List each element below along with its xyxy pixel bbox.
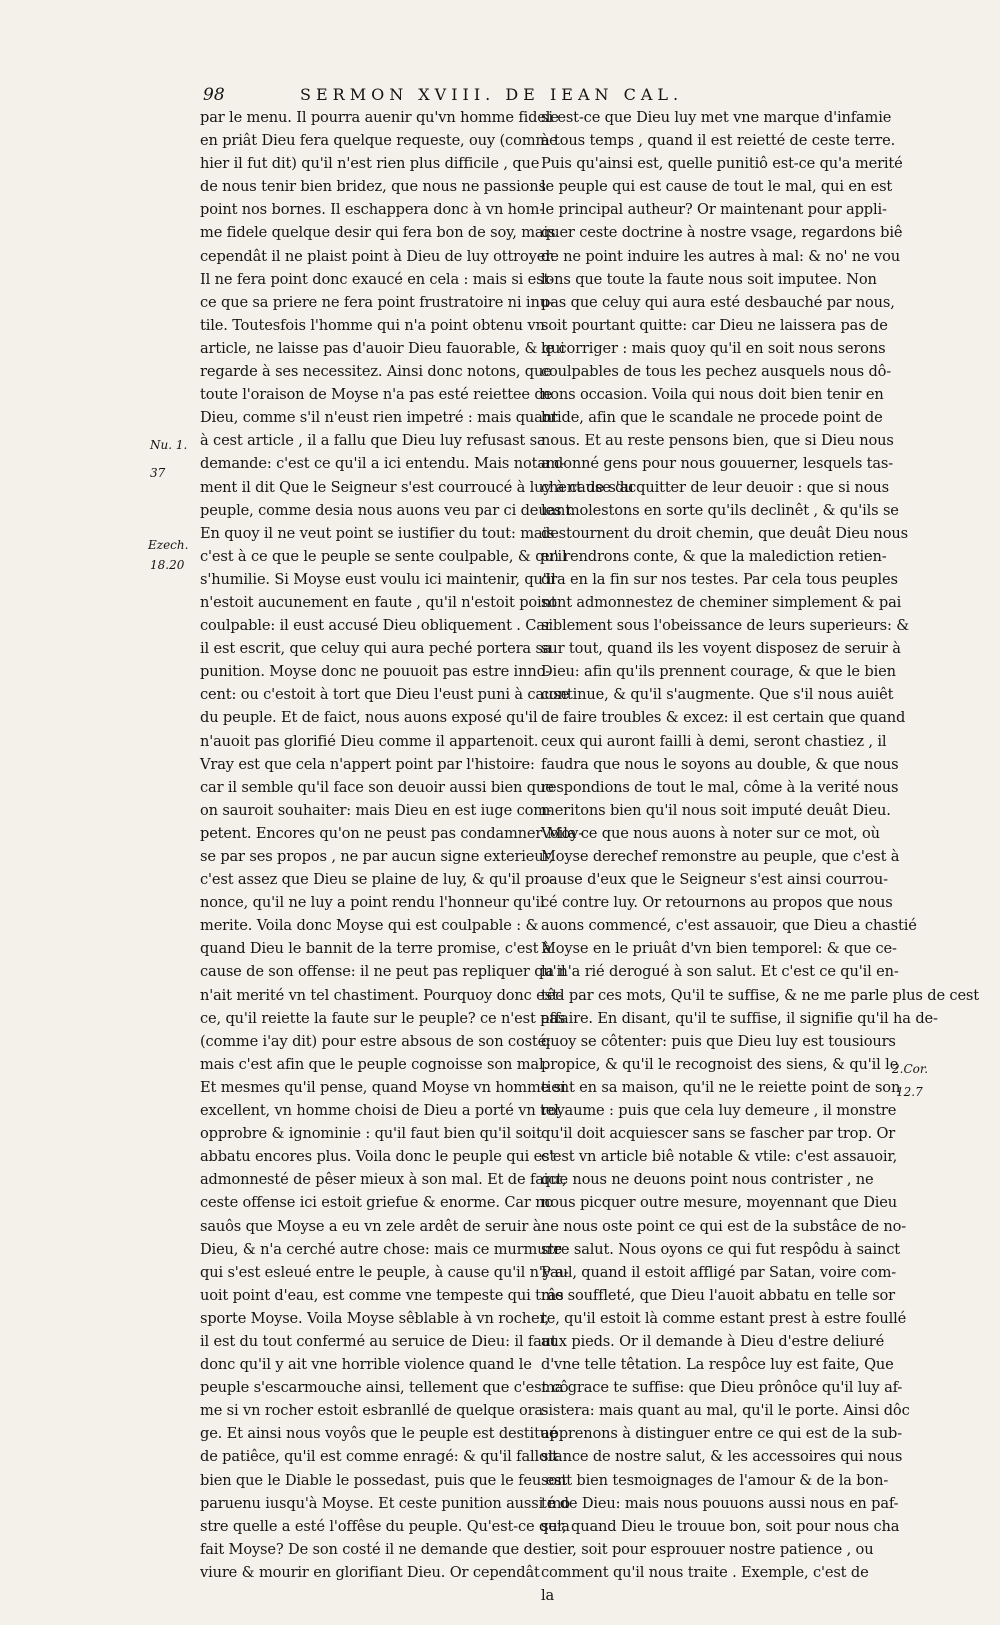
- text-line: stance de nostre salut, & les accessoires qui nous: [541, 1448, 903, 1466]
- text-line: (comme i'ay dit) pour estre absous de son costé:: [200, 1032, 551, 1050]
- text-line: Moyse derechef remonstre au peuple, que c'est à: [541, 848, 900, 865]
- text-line: ceste offense ici estoit griefue & enorme. Car no: [200, 1194, 554, 1212]
- text-line: en priât Dieu fera quelque requeste, ouy (comme: [200, 132, 558, 150]
- text-line: peuple, comme desia nous auons veu par ci deuant.: [200, 501, 576, 519]
- text-line: me souffleté, que Dieu l'auoit abbatu en telle sor: [541, 1286, 895, 1304]
- text-line: Puis qu'ainsi est, quelle punitiô est-ce qu'a merité: [541, 155, 903, 173]
- text-line: ne nous oste point ce qui est de la substâce de no-: [541, 1217, 907, 1235]
- text-line: sont bien tesmoignages de l'amour & de la bon-: [541, 1471, 889, 1489]
- text-line: continue, & qu'il s'augmente. Que s'il nous auiêt: [541, 686, 894, 704]
- text-line: têd par ces mots, Qu'il te suffise, & ne me parle plus de cest: [541, 986, 979, 1004]
- text-line: n'ait merité vn tel chastiment. Pourquoy donc est-: [200, 986, 563, 1004]
- text-line: auons commencé, c'est assauoir, que Dieu a chastié: [541, 917, 917, 935]
- text-line: viure & mourir en glorifiant Dieu. Or cependât: [200, 1563, 540, 1581]
- text-line: Dieu, comme s'il n'eust rien impetré : mais quant: [200, 409, 558, 427]
- text-line: Dieu: afin qu'ils prennent courage, & que le bien: [541, 663, 896, 681]
- text-line: tile. Toutesfois l'homme qui n'a point obtenu vn: [200, 316, 545, 334]
- margin-note-corinthians-verse: 12.7: [896, 1085, 923, 1099]
- text-line: cependât il ne plaist point à Dieu de luy ottroyer.: [200, 247, 555, 265]
- text-line: Voila ce que nous auons à noter sur ce mot, où: [541, 824, 880, 842]
- text-line: c'est à ce que le peuple se sente coulpable, & qu'il: [200, 547, 567, 565]
- text-line: sur tout, quand ils les voyent disposez de seruir à: [541, 640, 901, 658]
- text-line: à cest article , il a fallu que Dieu luy refusast sa: [200, 432, 546, 450]
- margin-note-corinthians-ref: 2.Cor.: [892, 1062, 929, 1076]
- text-line: par le menu. Il pourra auenir qu'vn homme fidele: [200, 109, 559, 126]
- text-line: cause d'eux que le Seigneur s'est ainsi courrou-: [541, 871, 888, 889]
- text-line: fait Moyse? De son costé il ne demande que de: [200, 1540, 542, 1558]
- text-line: le peuple qui est cause de tout le mal, qui en est: [541, 178, 893, 196]
- text-line: on sauroit souhaiter: mais Dieu en est iuge com-: [200, 801, 552, 819]
- running-title: SERMON XVIII. DE IEAN CAL.: [300, 85, 684, 104]
- text-line: dra en la fin sur nos testes. Par cela tous peuples: [541, 570, 898, 588]
- text-line: Vray est que cela n'appert point par l'histoire:: [200, 755, 535, 773]
- text-line: le principal autheur? Or maintenant pour appli-: [541, 201, 887, 219]
- text-line: soit pourtant quitte: car Dieu ne laissera pas de: [541, 316, 888, 334]
- text-line: ment il dit Que le Seigneur s'est courroucé à luy à cause du: [200, 478, 634, 496]
- text-line: la n'a rié derogué à son salut. Et c'est ce qu'il en-: [541, 963, 899, 981]
- text-line: ma grace te suffise: que Dieu prônôce qu'il luy af-: [541, 1379, 903, 1397]
- text-line: propice, & qu'il le recognoist des siens, & qu'il le: [541, 1055, 899, 1073]
- text-line: du peuple. Et de faict, nous auons exposé qu'il: [200, 709, 538, 727]
- text-line: pas que celuy qui aura esté desbauché par nous,: [541, 293, 895, 311]
- text-line: stre salut. Nous oyons ce qui fut respôdu à sainct: [541, 1240, 900, 1258]
- text-line: sistera: mais quant au mal, qu'il le porte. Ainsi dôc: [541, 1402, 910, 1420]
- text-line: coulpables de tous les pechez ausquels nous dô-: [541, 363, 892, 381]
- text-line: merite. Voila donc Moyse qui est coulpable : &: [200, 917, 539, 935]
- text-line: de faire troubles & excez: il est certain que quand: [541, 709, 906, 727]
- text-line: bien que le Diable le possedast, puis que le feu est: [200, 1471, 568, 1489]
- text-line: a donné gens pour nous gouuerner, lesquels tas-: [541, 455, 894, 473]
- page-header: [0, 84, 1000, 106]
- text-line: de patiêce, qu'il est comme enragé: & qu'il falloit: [200, 1448, 558, 1466]
- text-line: paruenu iusqu'à Moyse. Et ceste punition aussi mo: [200, 1494, 570, 1512]
- text-line: cé contre luy. Or retournons au propos que nous: [541, 894, 893, 912]
- text-line: à tous temps , quand il est reietté de ceste terre.: [541, 132, 896, 150]
- text-line: excellent, vn homme choisi de Dieu a porté vn tel: [200, 1102, 559, 1120]
- text-line: ceux qui auront failli à demi, seront chastiez , il: [541, 732, 887, 750]
- text-line: petent. Encores qu'on ne peust pas condamner Moy-: [200, 824, 584, 842]
- text-line: si est-ce que Dieu luy met vne marque d'infamie: [541, 109, 892, 126]
- text-line: te, qu'il estoit là comme estant prest à estre foullé: [541, 1309, 907, 1327]
- text-line: stre quelle a esté l'offêse du peuple. Qu'est-ce qu'a: [200, 1517, 570, 1535]
- text-line: admonnesté de pêser mieux à son mal. Et de faict,: [200, 1171, 567, 1189]
- text-line: siblement sous l'obeissance de leurs superieurs: &: [541, 617, 910, 635]
- text-line: il est escrit, que celuy qui aura peché portera sa: [200, 640, 552, 658]
- text-line: nous. Et au reste pensons bien, que si Dieu nous: [541, 432, 894, 450]
- text-line: de nous tenir bien bridez, que nous ne passions: [200, 178, 546, 196]
- text-line: Il ne fera point donc exaucé en cela : mais si est-: [200, 270, 555, 288]
- text-line: cause de son offense: il ne peut pas repliquer qu'il: [200, 963, 566, 981]
- text-line: bride, afin que le scandale ne procede point de: [541, 409, 883, 427]
- left-text-column: [200, 106, 634, 1584]
- text-line: royaume : puis que cela luy demeure , il monstre: [541, 1102, 897, 1120]
- text-line: ge. Et ainsi nous voyôs que le peuple est destitué: [200, 1425, 558, 1443]
- text-line: ce, qu'il reiette la faute sur le peuple? ce n'est pas: [200, 1009, 566, 1027]
- text-line: meritons bien qu'il nous soit imputé deuât Dieu.: [541, 801, 891, 819]
- text-line: de ne point induire les autres à mal: & no' ne vou: [541, 247, 901, 265]
- margin-note-numbers-ref: Nu. 1.: [150, 438, 188, 452]
- text-line: Moyse en le priuât d'vn bien temporel: & que ce-: [541, 940, 897, 958]
- text-line: coulpable: il eust accusé Dieu obliquement . Car: [200, 617, 552, 635]
- text-line: apprenons à distinguer entre ce qui est de la sub-: [541, 1425, 903, 1443]
- text-line: le corriger : mais quoy qu'il en soit nous serons: [541, 339, 886, 357]
- text-line: hier il fut dit) qu'il n'est rien plus difficile , que: [200, 155, 540, 173]
- text-line: quer ceste doctrine à nostre vsage, regardons biê: [541, 224, 903, 242]
- text-line: n'estoit aucunement en faute , qu'il n'estoit point: [200, 593, 557, 611]
- text-line: punition. Moyse donc ne pouuoit pas estre inno-: [200, 663, 550, 681]
- text-line: toute l'oraison de Moyse n'a pas esté reiettee de: [200, 386, 553, 404]
- text-line: affaire. En disant, qu'il te suffise, il signifie qu'il ha de-: [541, 1009, 938, 1027]
- text-line: peuple s'escarmouche ainsi, tellement que c'est cô: [200, 1379, 569, 1397]
- text-line: me fidele quelque desir qui fera bon de soy, mais: [200, 224, 556, 242]
- text-line: s'humilie. Si Moyse eust voulu ici maintenir, qu'il: [200, 570, 556, 588]
- text-line: ser, quand Dieu le trouue bon, soit pour nous cha: [541, 1517, 900, 1535]
- text-line: En quoy il ne veut point se iustifier du tout: mais: [200, 524, 555, 542]
- text-line: sont admonnestez de cheminer simplement & pai: [541, 593, 902, 611]
- text-line: que nous ne deuons point nous contrister , ne: [541, 1171, 874, 1189]
- text-line: demande: c'est ce qu'il a ici entendu. Mais notam-: [200, 455, 565, 473]
- text-line: aux pieds. Or il demande à Dieu d'estre deliuré: [541, 1332, 885, 1350]
- page-number: 98: [203, 85, 225, 105]
- text-line: nons occasion. Voila qui nous doit bien tenir en: [541, 386, 884, 404]
- text-line: stier, soit pour esprouuer nostre patience , ou: [541, 1540, 874, 1558]
- text-line: sauôs que Moyse a eu vn zele ardêt de seruir à: [200, 1217, 542, 1235]
- text-line: ce que sa priere ne fera point frustratoire ni inu-: [200, 293, 554, 311]
- text-line: en rendrons conte, & que la malediction retien-: [541, 547, 887, 565]
- text-line: nous picquer outre mesure, moyennant que Dieu: [541, 1194, 898, 1212]
- text-line: destournent du droit chemin, que deuât Dieu nous: [541, 524, 908, 542]
- text-line: sporte Moyse. Voila Moyse sêblable à vn rocher,: [200, 1309, 550, 1327]
- text-line: point nos bornes. Il eschappera donc à vn hom-: [200, 201, 545, 219]
- text-line: se par ses propos , ne par aucun signe exterieur,: [200, 848, 554, 865]
- text-line: lons que toute la faute nous soit imputee. Non: [541, 270, 877, 288]
- text-line: tient en sa maison, qu'il ne le reiette point de son: [541, 1078, 901, 1096]
- text-line: té de Dieu: mais nous pouuons aussi nous en paf-: [541, 1494, 899, 1512]
- text-line: faudra que nous le soyons au double, & que nous: [541, 755, 899, 773]
- text-line: n'auoit pas glorifié Dieu comme il appartenoit.: [200, 732, 539, 750]
- text-line: article, ne laisse pas d'auoir Dieu fauorable, & qui: [200, 339, 565, 357]
- text-line: la: [541, 1587, 555, 1604]
- margin-note-numbers-chapter: 37: [150, 466, 166, 480]
- text-line: me si vn rocher estoit esbranllé de quelque ora-: [200, 1402, 548, 1420]
- text-line: car il semble qu'il face son deuoir aussi bien que: [200, 778, 554, 796]
- text-line: il est du tout confermé au seruice de Dieu: il faut: [200, 1332, 557, 1350]
- text-line: nonce, qu'il ne luy a point rendu l'honneur qu'il: [200, 894, 545, 912]
- margin-note-ezechiel-verse: 18.20: [150, 558, 185, 572]
- text-line: donc qu'il y ait vne horrible violence quand le: [200, 1356, 532, 1374]
- text-line: chent de s'acquitter de leur deuoir : que si nous: [541, 478, 889, 496]
- text-line: cent: ou c'estoit à tort que Dieu l'eust puni à cause: [200, 686, 570, 704]
- margin-note-ezechiel-ref: Ezech.: [148, 538, 189, 552]
- text-line: qui s'est esleué entre le peuple, à cause qu'il n'y a-: [200, 1263, 569, 1281]
- text-line: quand Dieu le bannit de la terre promise, c'est à: [200, 940, 552, 958]
- text-line: les molestons en sorte qu'ils declinêt , & qu'ils se: [541, 501, 899, 519]
- text-line: qu'il doit acquiescer sans se fascher par trop. Or: [541, 1125, 896, 1143]
- text-line: c'est assez que Dieu se plaine de luy, & qu'il pro-: [200, 871, 555, 889]
- text-line: respondions de tout le mal, côme à la verité nous: [541, 778, 899, 796]
- text-line: quoy se côtenter: puis que Dieu luy est tousiours: [541, 1032, 896, 1050]
- text-line: abbatu encores plus. Voila donc le peuple qui est: [200, 1148, 556, 1166]
- text-line: mais c'est afin que le peuple cognoisse son mal.: [200, 1055, 548, 1073]
- text-line: Dieu, & n'a cerché autre chose: mais ce murmure: [200, 1240, 562, 1258]
- text-line: opprobre & ignominie : qu'il faut bien qu'il soit: [200, 1125, 542, 1143]
- text-line: c'est vn article biê notable & vtile: c'est assauoir,: [541, 1148, 898, 1166]
- text-line: Et mesmes qu'il pense, quand Moyse vn homme si: [200, 1078, 566, 1096]
- text-line: uoit point d'eau, est comme vne tempeste qui trâs: [200, 1286, 564, 1304]
- text-line: d'vne telle têtation. La respôce luy est faite, Que: [541, 1356, 894, 1374]
- text-line: comment qu'il nous traite . Exemple, c'est de: [541, 1563, 869, 1581]
- text-line: regarde à ses necessitez. Ainsi donc notons, que: [200, 363, 552, 381]
- text-line: Paul, quand il estoit affligé par Satan, voire com-: [541, 1263, 897, 1281]
